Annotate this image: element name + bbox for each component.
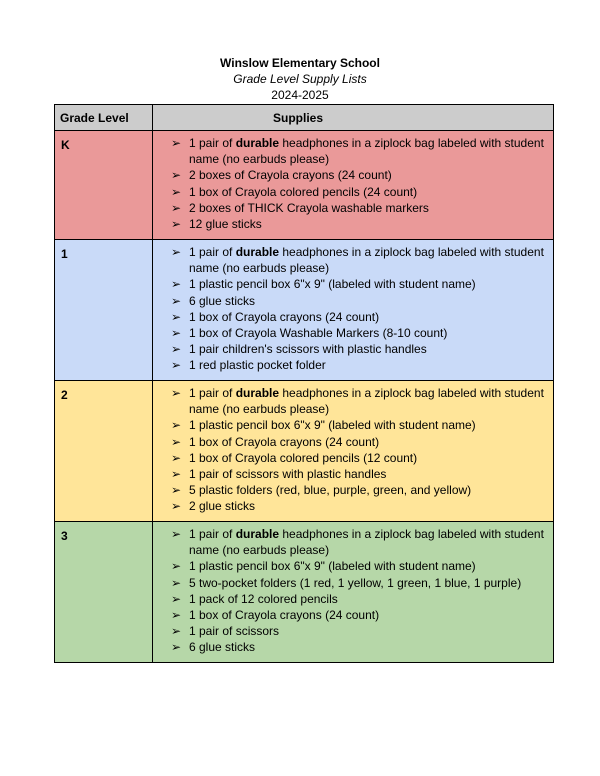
item-emphasis: durable	[235, 136, 280, 150]
arrow-bullet-icon: ➢	[171, 591, 182, 606]
item-emphasis: durable	[235, 386, 280, 400]
list-item	[171, 135, 547, 167]
school-name: Winslow Elementary School	[220, 56, 380, 70]
grade-level-cell: 2	[55, 381, 153, 522]
list-item	[171, 216, 547, 232]
list-item	[171, 167, 547, 183]
arrow-bullet-icon: ➢	[171, 483, 182, 498]
arrow-bullet-icon: ➢	[171, 309, 182, 324]
arrow-bullet-icon: ➢	[171, 624, 182, 639]
item-text: 2 boxes of THICK Crayola washable markers	[189, 200, 429, 215]
item-text: 1 box of Crayola crayons (24 count)	[189, 309, 380, 324]
table-row	[55, 522, 554, 663]
table-row	[55, 131, 554, 240]
item-emphasis: durable	[235, 527, 280, 541]
item-text-continued: headphones in a ziplock bag labeled with student name (no earbuds please)	[189, 386, 544, 417]
school-year: 2024-2025	[271, 88, 329, 102]
list-item	[171, 200, 547, 216]
item-text: 1 box of Crayola crayons (24 count)	[189, 434, 380, 449]
table-row	[55, 381, 554, 522]
item-text: 1 pair of	[189, 136, 236, 150]
supply-list	[171, 526, 547, 656]
list-item	[171, 623, 547, 639]
arrow-bullet-icon: ➢	[171, 527, 182, 541]
list-item	[171, 591, 547, 607]
arrow-bullet-icon: ➢	[171, 608, 182, 623]
list-item	[171, 184, 547, 200]
arrow-bullet-icon: ➢	[171, 245, 182, 259]
grade-level-cell: 1	[55, 240, 153, 381]
item-text: 1 box of Crayola colored pencils (24 count)	[189, 184, 418, 199]
arrow-bullet-icon: ➢	[171, 499, 182, 514]
table-header-row	[55, 105, 554, 131]
arrow-bullet-icon: ➢	[171, 293, 182, 308]
item-text: 1 red plastic pocket folder	[189, 358, 326, 373]
arrow-bullet-icon: ➢	[171, 467, 182, 482]
item-emphasis: durable	[235, 245, 280, 259]
item-text: 1 plastic pencil box 6"x 9" (labeled with student name)	[189, 418, 476, 433]
arrow-bullet-icon: ➢	[171, 277, 182, 292]
item-text: 1 pair of	[189, 386, 236, 400]
list-item	[171, 466, 547, 482]
supply-list	[171, 244, 547, 374]
supplies-cell	[153, 522, 554, 663]
list-item	[171, 639, 547, 655]
column-header-grade: Grade Level	[55, 105, 153, 131]
item-text-continued: headphones in a ziplock bag labeled with student name (no earbuds please)	[189, 527, 544, 558]
list-item	[171, 434, 547, 450]
list-item	[171, 450, 547, 466]
arrow-bullet-icon: ➢	[171, 200, 182, 215]
item-text: 1 pair of	[189, 527, 236, 541]
item-text: 1 pair of	[189, 245, 236, 259]
list-item	[171, 325, 547, 341]
arrow-bullet-icon: ➢	[171, 217, 182, 232]
item-text: 1 box of Crayola colored pencils (12 count)	[189, 450, 418, 465]
item-text: 1 pack of 12 colored pencils	[189, 591, 338, 606]
list-item	[171, 244, 547, 276]
supply-list	[171, 135, 547, 232]
item-text: 1 box of Crayola Washable Markers (8-10 count)	[189, 326, 448, 341]
list-item	[171, 575, 547, 591]
arrow-bullet-icon: ➢	[171, 342, 182, 357]
list-item	[171, 309, 547, 325]
document-subtitle: Grade Level Supply Lists	[233, 72, 367, 86]
arrow-bullet-icon: ➢	[171, 136, 182, 150]
table-row	[55, 240, 554, 381]
arrow-bullet-icon: ➢	[171, 559, 182, 574]
item-text: 2 boxes of Crayola crayons (24 count)	[189, 168, 392, 183]
list-item	[171, 482, 547, 498]
item-text-continued: headphones in a ziplock bag labeled with student name (no earbuds please)	[189, 136, 544, 167]
list-item	[171, 558, 547, 574]
list-item	[171, 385, 547, 417]
grade-level-cell: K	[55, 131, 153, 240]
item-text: 1 pair of scissors with plastic handles	[189, 467, 387, 482]
arrow-bullet-icon: ➢	[171, 358, 182, 373]
supply-table	[54, 104, 554, 663]
item-text: 1 plastic pencil box 6"x 9" (labeled with student name)	[189, 559, 476, 574]
item-text-continued: headphones in a ziplock bag labeled with student name (no earbuds please)	[189, 245, 544, 276]
list-item	[171, 526, 547, 558]
item-text: 1 plastic pencil box 6"x 9" (labeled with student name)	[189, 277, 476, 292]
arrow-bullet-icon: ➢	[171, 434, 182, 449]
arrow-bullet-icon: ➢	[171, 326, 182, 341]
arrow-bullet-icon: ➢	[171, 450, 182, 465]
item-text: 1 pair children's scissors with plastic handles	[189, 342, 427, 357]
list-item	[171, 293, 547, 309]
list-item	[171, 498, 547, 514]
list-item	[171, 357, 547, 373]
list-item	[171, 341, 547, 357]
supplies-cell	[153, 131, 554, 240]
list-item	[171, 607, 547, 623]
item-text: 5 two-pocket folders (1 red, 1 yellow, 1 green, 1 blue, 1 purple)	[189, 575, 522, 590]
arrow-bullet-icon: ➢	[171, 640, 182, 655]
arrow-bullet-icon: ➢	[171, 386, 182, 400]
arrow-bullet-icon: ➢	[171, 418, 182, 433]
arrow-bullet-icon: ➢	[171, 575, 182, 590]
grade-level-cell: 3	[55, 522, 153, 663]
list-item	[171, 417, 547, 433]
list-item	[171, 276, 547, 292]
arrow-bullet-icon: ➢	[171, 168, 182, 183]
item-text: 12 glue sticks	[189, 217, 262, 232]
supplies-cell	[153, 240, 554, 381]
item-text: 1 box of Crayola crayons (24 count)	[189, 608, 380, 623]
arrow-bullet-icon: ➢	[171, 184, 182, 199]
item-text: 1 pair of scissors	[189, 624, 280, 639]
item-text: 6 glue sticks	[189, 293, 256, 308]
supply-list	[171, 385, 547, 515]
column-header-supplies: Supplies	[153, 105, 554, 131]
item-text: 5 plastic folders (red, blue, purple, green, and yellow)	[189, 483, 472, 498]
document-header	[0, 55, 600, 103]
item-text: 2 glue sticks	[189, 499, 256, 514]
supplies-cell	[153, 381, 554, 522]
item-text: 6 glue sticks	[189, 640, 256, 655]
